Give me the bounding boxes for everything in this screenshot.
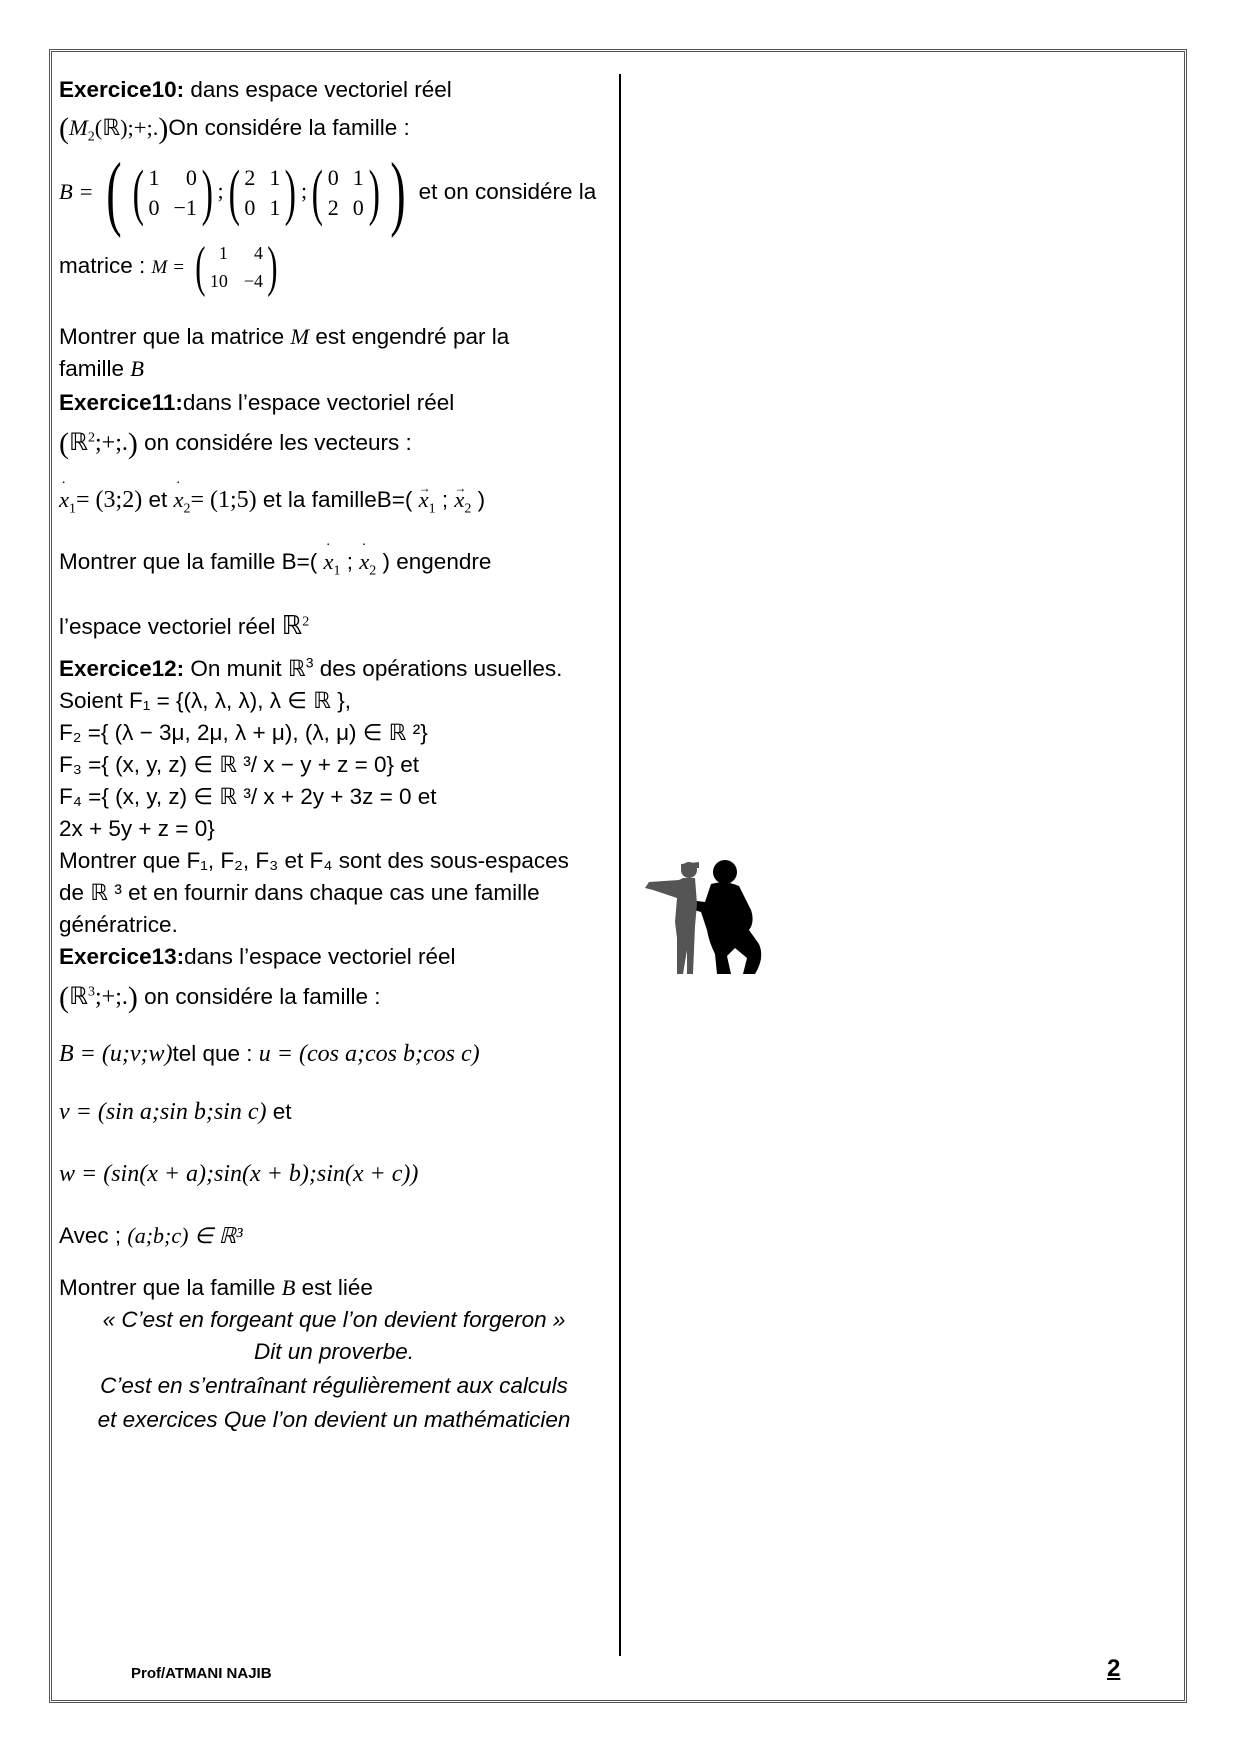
teacher-child-silhouette-icon [643,850,773,980]
quote-line-3: C’est en s’entraînant régulièrement aux calculs [100,1373,568,1398]
matrix-1-entry: 1 [148,165,160,190]
ex10-heading [59,74,609,106]
matrix-2 [244,165,280,221]
ex13-question: Montrer que la famille B est liée [59,1275,373,1300]
ex12-F3: F₃ ={ (x, y, z) ∈ ℝ ³/ x − y + z = 0} et [59,752,420,777]
ex13-v-def: v = (sin a;sin b;sin c) et [59,1099,292,1125]
ex12-F2: F₂ ={ (λ − 3μ, 2μ, λ + μ), (λ, μ) ∈ ℝ ²} [59,720,428,745]
matrix-M-entry: 4 [254,243,264,263]
matrix-3-entry: 0 [352,195,364,220]
matrix-1-entry: −1 [173,195,197,220]
ex12-heading: Exercice12: On munit ℝ$^3$ des opérations usuelles. [59,654,563,681]
ex10-question: Montrer que la matrice M est engendré par la [59,324,510,349]
ex10-title: Exercice10: [59,77,185,102]
matrix-M [210,241,263,293]
ex10-space-M: M [69,115,88,140]
ex10-B-family: ( ( 1 0 0 −1 ) ;( 2 1 0 1 ) ;( 0 1 2 0 ) ) [106,146,407,239]
matrix-3-entry: 1 [352,165,364,190]
page-number: 2 [1107,1655,1121,1682]
ex12-q2: de ℝ ³ et en fournir dans chaque cas une famille [59,880,540,905]
matrix-1-entry: 0 [185,165,197,190]
ex13-heading: Exercice13:dans l’espace vectoriel réel [59,944,456,969]
ex11-vectors: ˙ $x_1=$ (3;2) et ˙ $x_2=$ (1;5) et la familleB=( → $x_1$ ; → $x_2$ ) [59,484,609,516]
matrix-3 [328,165,364,221]
ex10-space-line: $(M_2(ℝ);+;.)On$ considére la famille : [59,112,410,145]
ex12-q1: Montrer que F₁, F₂, F₃ et F₄ sont des sous-espaces [59,848,569,873]
ex12-q3: génératrice. [59,912,178,937]
footer-author: Prof/ATMANI NAJIB [131,1665,272,1682]
matrix-M-entry: 10 [209,271,228,291]
matrix-2-entry: 0 [244,195,256,220]
ex10-matrix-M: matrice : M = ( 1 4 10 −4 ) [59,236,278,298]
ex10-space-R: (ℝ);+;. [94,115,159,140]
ex13-space-line: (ℝ$^3$;+;.) on considére la famille : [59,981,381,1014]
column-divider [619,74,621,1656]
ex11-heading: Exercice11:dans l’espace vectoriel réel [59,390,455,415]
ex10-B-label: B = [59,178,94,204]
matrix-2-entry: 1 [269,165,281,190]
matrix-3-entry: 2 [327,195,339,220]
matrix-1 [148,165,196,221]
ex13-avec: Avec ; (a;b;c) ∈ ℝ³ [59,1223,243,1248]
matrix-2-entry: 2 [244,165,256,190]
ex12-F4: F₄ ={ (x, y, z) ∈ ℝ ³/ x + 2y + 3z = 0 et [59,784,437,809]
matrix-1-entry: 0 [148,195,160,220]
matrix-3-entry: 0 [327,165,339,190]
ex10-text3: et on considére la [418,178,597,204]
ex11-title: Exercice11: [59,390,183,415]
ex11-question: Montrer que la famille B=( ˙ $x_1$ ; ˙ $x_2$ ) engendre [59,546,609,578]
quote-line-4: et exercices Que l’on devient un mathématicien [97,1407,571,1432]
quote-line-1: « C’est en forgeant que l’on devient forgeron » [102,1307,566,1332]
ex13-B-def: B = (u;v;w)tel que : u = (cos a;cos b;cos c) [59,1041,480,1067]
ex11-question-2: l’espace vectoriel réel ℝ$^2$ [59,611,310,640]
ex12-F4b: 2x + 5y + z = 0} [59,816,215,841]
ex10-text2: On considére la famille : [168,115,410,140]
ex10-M-label: M = [151,256,185,278]
ex10-intro: dans espace vectoriel réel [184,77,452,102]
ex11-space-line: (ℝ$^2$;+;.) on considére les vecteurs : [59,427,412,460]
matrix-M-entry: 1 [218,243,228,263]
ex10-family-B [59,146,609,239]
left-column [59,72,609,1436]
matrix-2-entry: 1 [269,195,281,220]
matrix-M-entry: −4 [243,271,264,291]
quote-line-2: Dit un proverbe. [253,1339,415,1364]
ex10-matrice-label: matrice : [59,252,152,278]
ex12-F1: Soient F₁ = {(λ, λ, λ), λ ∈ ℝ }, [59,688,351,713]
ex10-question-2: famille B [59,356,145,381]
ex13-w-def: w = (sin(x + a);sin(x + b);sin(x + c)) [59,1161,419,1187]
